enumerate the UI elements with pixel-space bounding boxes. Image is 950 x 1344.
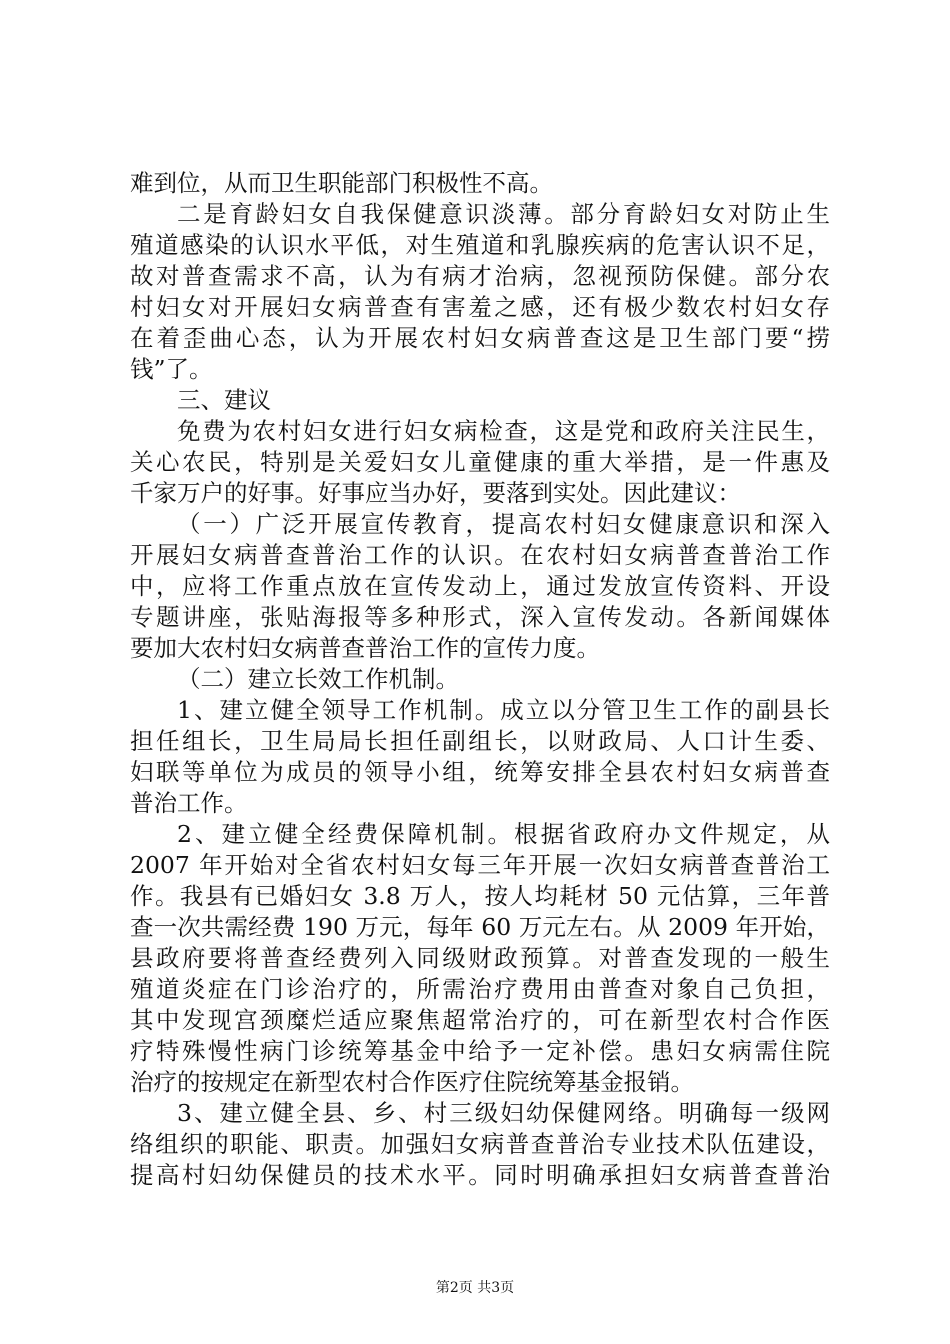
text-line: 三、建议 xyxy=(177,386,271,414)
text-line: 专题讲座，张贴海报等多种形式，深入宣传发动。各新闻媒体 xyxy=(130,603,830,631)
text-line: 免费为农村妇女进行妇女病检查，这是党和政府关注民生， xyxy=(177,417,830,445)
text-line: 疗特殊慢性病门诊统筹基金中给予一定补偿。患妇女病需住院 xyxy=(130,1037,830,1065)
text-line: 提高村妇幼保健员的技术水平。同时明确承担妇女病普查普治 xyxy=(130,1161,830,1189)
text-line: 2007 年开始对全省农村妇女每三年开展一次妇女病普查普治工 xyxy=(130,851,830,879)
text-line: 络组织的职能、职责。加强妇女病普查普治专业技术队伍建设， xyxy=(130,1130,830,1158)
text-line: 村妇女对开展妇女病普查有害羞之感，还有极少数农村妇女存 xyxy=(130,293,830,321)
text-line: 二是育龄妇女自我保健意识淡薄。部分育龄妇女对防止生 xyxy=(177,200,830,228)
text-line: 查一次共需经费 190 万元，每年 60 万元左右。从 2009 年开始， xyxy=(130,913,830,941)
text-line: 难到位，从而卫生职能部门积极性不高。 xyxy=(130,169,553,197)
text-line: （二）建立长效工作机制。 xyxy=(177,665,459,693)
text-line: 普治工作。 xyxy=(130,789,248,817)
text-line: 钱”了。 xyxy=(130,355,213,383)
text-line: 县政府要将普查经费列入同级财政预算。对普查发现的一般生 xyxy=(130,944,830,972)
text-line: 关心农民，特别是关爱妇女儿童健康的重大举措，是一件惠及 xyxy=(130,448,830,476)
text-line: 开展妇女病普查普治工作的认识。在农村妇女病普查普治工作 xyxy=(130,541,830,569)
page-footer: 第2页 共3页 xyxy=(435,1280,515,1296)
text-line: 殖道炎症在门诊治疗的，所需治疗费用由普查对象自己负担， xyxy=(130,975,830,1003)
text-line: 1、建立健全领导工作机制。成立以分管卫生工作的副县长 xyxy=(177,696,830,724)
text-line: 千家万户的好事。好事应当办好，要落到实处。因此建议： xyxy=(130,479,741,507)
text-line: 要加大农村妇女病普查普治工作的宣传力度。 xyxy=(130,634,600,662)
text-line: 2、建立健全经费保障机制。根据省政府办文件规定，从 xyxy=(177,820,830,848)
text-line: （一）广泛开展宣传教育，提高农村妇女健康意识和深入 xyxy=(177,510,830,538)
document-body xyxy=(130,168,830,1191)
text-line: 担任组长，卫生局局长担任副组长，以财政局、人口计生委、 xyxy=(130,727,830,755)
text-line: 故对普查需求不高，认为有病才治病，忽视预防保健。部分农 xyxy=(130,262,830,290)
text-line: 治疗的按规定在新型农村合作医疗住院统筹基金报销。 xyxy=(130,1068,694,1096)
text-line: 作。我县有已婚妇女 3.8 万人，按人均耗材 50 元估算，三年普 xyxy=(130,882,830,910)
text-line: 殖道感染的认识水平低，对生殖道和乳腺疾病的危害认识不足， xyxy=(130,231,830,259)
text-line: 妇联等单位为成员的领导小组，统筹安排全县农村妇女病普查 xyxy=(130,758,830,786)
text-line: 在着歪曲心态，认为开展农村妇女病普查这是卫生部门要“捞 xyxy=(130,324,830,352)
text-line: 中，应将工作重点放在宣传发动上，通过发放宣传资料、开设 xyxy=(130,572,830,600)
text-line: 3、建立健全县、乡、村三级妇幼保健网络。明确每一级网 xyxy=(177,1099,830,1127)
text-line: 其中发现宫颈糜烂适应聚焦超常治疗的，可在新型农村合作医 xyxy=(130,1006,830,1034)
